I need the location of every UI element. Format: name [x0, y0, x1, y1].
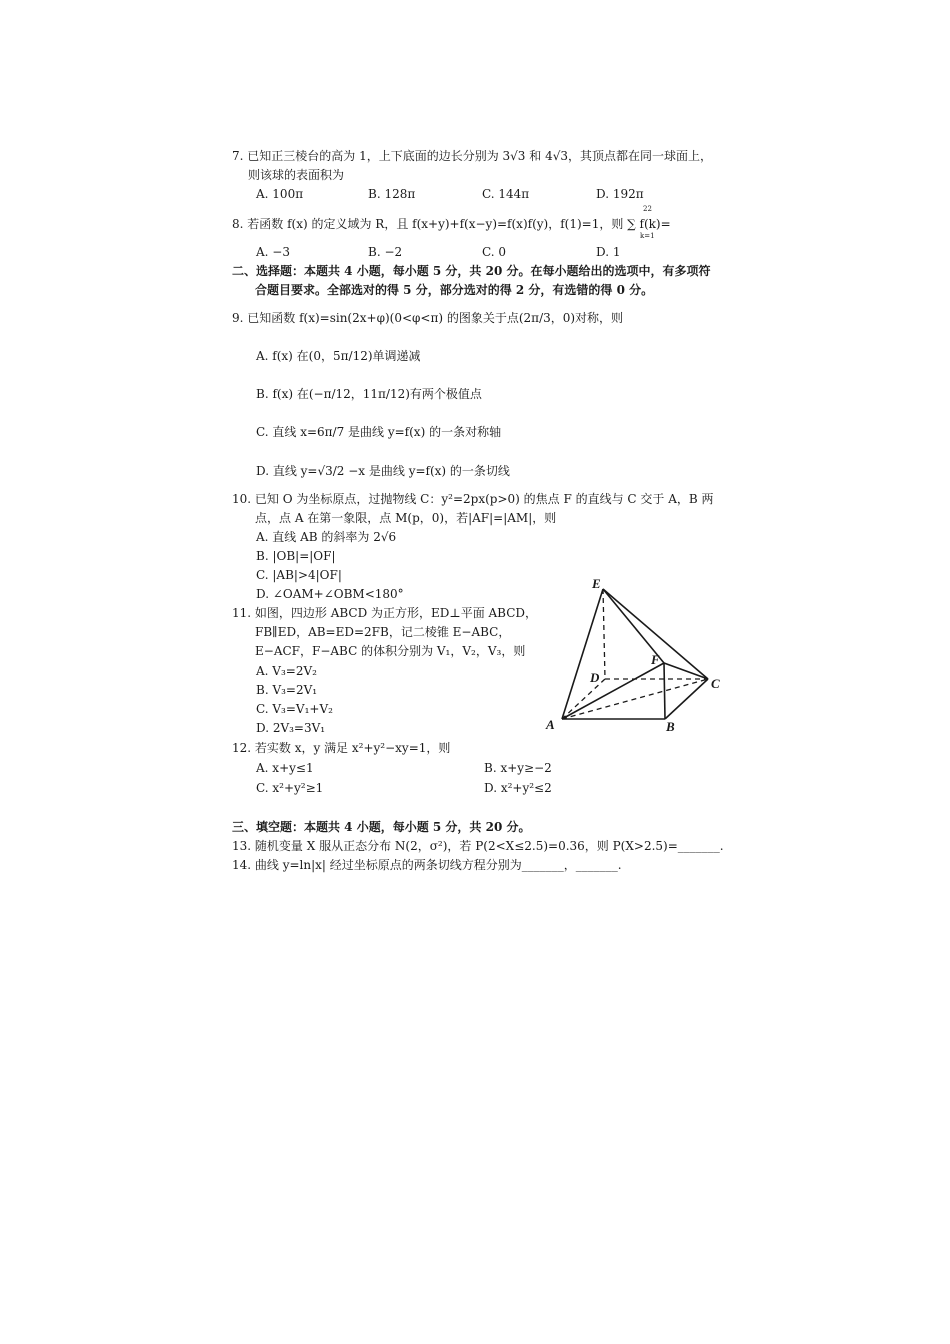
q9-stem: 9. 已知函数 f(x)=sin(2x+φ)(0<φ<π) 的图象关于点(2π/3，0)对称，则: [232, 311, 624, 325]
section2-line2: 合题目要求。全部选对的得 5 分，部分选对的得 2 分，有选错的得 0 分。: [255, 283, 654, 297]
label-a: A: [546, 717, 555, 732]
q14-line1: 14. 曲线 y=ln|x| 经过坐标原点的两条切线方程分别为_______，_______.: [232, 858, 622, 872]
section2-heading: 二、选择题：本题共 4 小题，每小题 5 分，共 20 分。在每小题给出的选项中，有多项符: [232, 264, 711, 278]
q12-option-d: D. x²+y²≤2: [484, 781, 552, 795]
q8-option-b: B. −2: [368, 245, 403, 259]
q11-option-b: B. V₃=2V₁: [256, 683, 318, 697]
q11-line1: 11. 如图，四边形 ABCD 为正方形，ED⊥平面 ABCD，: [232, 606, 538, 620]
q7-option-d: D. 192π: [596, 187, 644, 201]
q7-option-a: A. 100π: [256, 187, 304, 201]
q8-option-c: C. 0: [482, 245, 507, 259]
q12-option-a: A. x+y≤1: [256, 761, 314, 775]
q11-option-d: D. 2V₃=3V₁: [256, 721, 326, 735]
q11-option-c: C. V₃=V₁+V₂: [256, 702, 333, 716]
q11-line2: FB∥ED，AB=ED=2FB，记二棱锥 E−ABC，: [255, 625, 511, 639]
q7-option-c: C. 144π: [482, 187, 530, 201]
q9-option-d: D. 直线 y=√3/2 −x 是曲线 y=f(x) 的一条切线: [256, 464, 510, 478]
q12-option-b: B. x+y≥−2: [484, 761, 552, 775]
q12-stem: 12. 若实数 x，y 满足 x²+y²−xy=1，则: [232, 741, 451, 755]
q8-line1: 8. 若函数 f(x) 的定义域为 R，且 f(x+y)+f(x−y)=f(x)f(y)，f(1)=1，则 ∑ f(k)=: [232, 217, 671, 231]
edge-bf: [664, 663, 665, 719]
q10-line2: 点，点 A 在第一象限，点 M(p，0)，若|AF|=|AM|，则: [255, 511, 557, 525]
label-d: D: [590, 670, 600, 685]
q8-option-d: D. 1: [596, 245, 621, 259]
q11-geometry-figure: [540, 570, 730, 740]
q9-option-c: C. 直线 x=6π/7 是曲线 y=f(x) 的一条对称轴: [256, 425, 502, 439]
q7-line2: 则该球的表面积为: [248, 168, 345, 182]
q13-line1: 13. 随机变量 X 服从正态分布 N(2，σ²)，若 P(2<X≤2.5)=0.36，则 P(X>2.5)=_______.: [232, 839, 724, 853]
q9-option-a: A. f(x) 在(0，5π/12)单调递减: [256, 349, 421, 363]
q9-option-b: B. f(x) 在(−π/12，11π/12)有两个极值点: [256, 387, 482, 401]
q10-line1: 10. 已知 O 为坐标原点，过抛物线 C：y²=2px(p>0) 的焦点 F 的直线与 C 交于 A，B 两: [232, 492, 714, 506]
q10-option-d: D. ∠OAM+∠OBM<180°: [256, 587, 404, 601]
q11-line3: E−ACF，F−ABC 的体积分别为 V₁，V₂，V₃，则: [255, 644, 526, 658]
q10-option-c: C. |AB|>4|OF|: [256, 568, 342, 582]
q12-option-c: C. x²+y²≥1: [256, 781, 324, 795]
q8-option-a: A. −3: [256, 245, 290, 259]
label-f: F: [651, 652, 660, 667]
q7-line1: 7. 已知正三棱台的高为 1，上下底面的边长分别为 3√3 和 4√3，其顶点都在同一球面上，: [232, 149, 712, 163]
q8-sum-upper: 22: [643, 205, 652, 213]
label-b: B: [666, 719, 675, 734]
label-c: C: [711, 676, 720, 691]
label-e: E: [592, 576, 601, 591]
edge-ed-hidden: [603, 589, 605, 679]
q10-option-b: B. |OB|=|OF|: [256, 549, 336, 563]
section3-heading: 三、填空题：本题共 4 小题，每小题 5 分，共 20 分。: [232, 820, 531, 834]
q7-option-b: B. 128π: [368, 187, 416, 201]
q8-sum-lower: k=1: [640, 232, 655, 240]
q11-option-a: A. V₃=2V₂: [256, 664, 317, 678]
edge-fc: [664, 663, 708, 679]
q10-option-a: A. 直线 AB 的斜率为 2√6: [256, 530, 397, 544]
